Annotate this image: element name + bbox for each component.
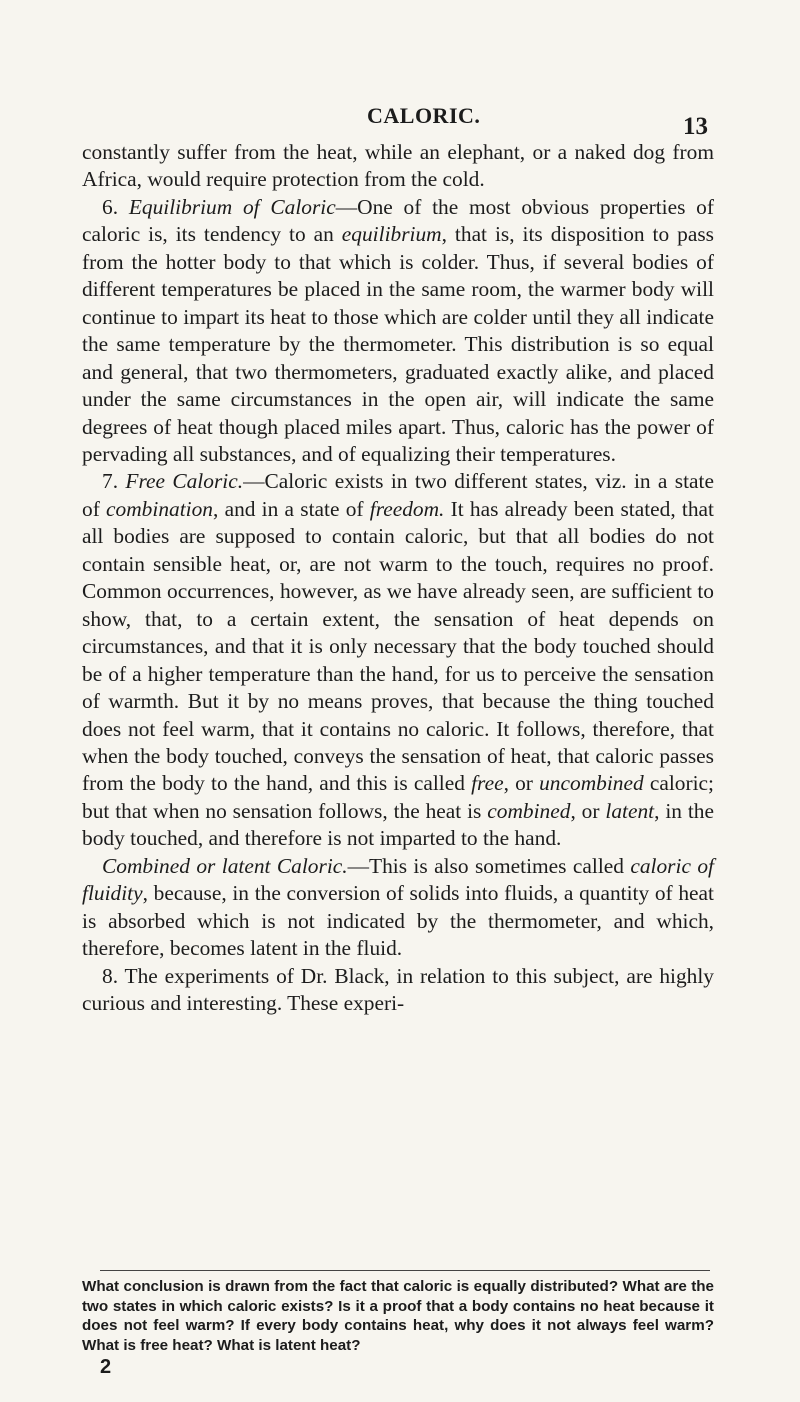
signature-mark: 2 (100, 1356, 112, 1378)
emphasis: caloric of fluidity (82, 853, 714, 906)
paragraph-latent-caloric (82, 853, 714, 963)
emphasis: combined (487, 798, 571, 823)
paragraph-text: , or (503, 771, 540, 796)
footnote-divider (100, 1270, 710, 1271)
section-heading: Combined or latent Caloric. (102, 853, 348, 878)
paragraph-text: —This is also sometimes called (347, 853, 631, 878)
page-number: 13 (683, 113, 708, 140)
paragraph-text: —One of the most obvious properties of caloric is, its tendency to an (82, 194, 714, 247)
paragraph-continuation: constantly suffer from the heat, while an elephant, or a naked dog from Africa, would require protection from the cold. (82, 140, 714, 192)
section-heading: Free Caloric. (125, 469, 244, 494)
paragraph-experiments: 8. The experiments of Dr. Black, in relation to this subject, are highly curious and interesting. These experi- (82, 963, 714, 1016)
emphasis: combination (106, 496, 213, 521)
study-questions: What conclusion is drawn from the fact that caloric is equally distributed? What are the two states in which caloric exists? Is it a proof that a body contains no heat because it does not feel warm? If every body contains heat, why does it not always feel warm? What is free heat? What is latent heat? (82, 1278, 714, 1354)
paragraph-text: , in the body touched, and therefore is not imparted to the hand. (82, 798, 714, 851)
paragraph-text: , that is, its disposition to pass from the hotter body to that which is colder. Thus, if several bodies of different temperatures be placed in the same room, the warmer body will continue to impart its heat to those which are colder until they all indicate the same temperature by the thermometer. This distribution is so equal and general, that two thermometers, graduated exactly alike, and placed under the same circumstances in the open air, will indicate the same degrees of heat though placed miles apart. Thus, caloric has the power of pervading all substances, and of equalizing their temperatures. (82, 222, 714, 466)
emphasis: uncombined (539, 771, 644, 796)
paragraph-text: caloric; but that when no sensation follows, the heat is (82, 771, 714, 823)
running-title: CALORIC. (367, 103, 481, 128)
emphasis: latent (605, 798, 655, 823)
body-text (82, 139, 714, 1018)
paragraph-equilibrium (82, 194, 714, 469)
paragraph-text: , or (570, 798, 606, 823)
emphasis: equilibrium (341, 222, 442, 247)
emphasis: free (471, 771, 504, 796)
paragraph-text: , because, in the conversion of solids into fluids, a quantity of heat is absorbed which is not indicated by the thermometer, and which, therefore, becomes latent in the fluid. (82, 881, 714, 961)
section-number: 6. (102, 194, 119, 219)
section-number: 7. (102, 469, 119, 494)
section-heading: Equilibrium of Caloric (128, 194, 336, 219)
emphasis: freedom. (369, 496, 445, 521)
paragraph-text: , and in a state of (213, 496, 370, 521)
page-header (82, 103, 708, 140)
paragraph-text: —Caloric exists in two different states, viz. in a state of (82, 469, 714, 521)
paragraph-free-caloric (82, 468, 714, 852)
paragraph-text: It has already been stated, that all bodies are supposed to contain caloric, but that all bodies do not contain sensible heat, or, are not warm to the touch, requires no proof. Common occurrences, however, as we have already seen, are sufficient to show, that, to a certain extent, the sensation of heat depends on circumstances, and that it is only necessary that the body touched should be of a higher temperature than the hand, for us to perceive the sensation of warmth. But it by no means proves, that because the thing touched does not feel warm, that it contains no caloric. It follows, therefore, that when the body touched, conveys the sensation of heat, that caloric passes from the body to the hand, and this is called (82, 496, 714, 796)
